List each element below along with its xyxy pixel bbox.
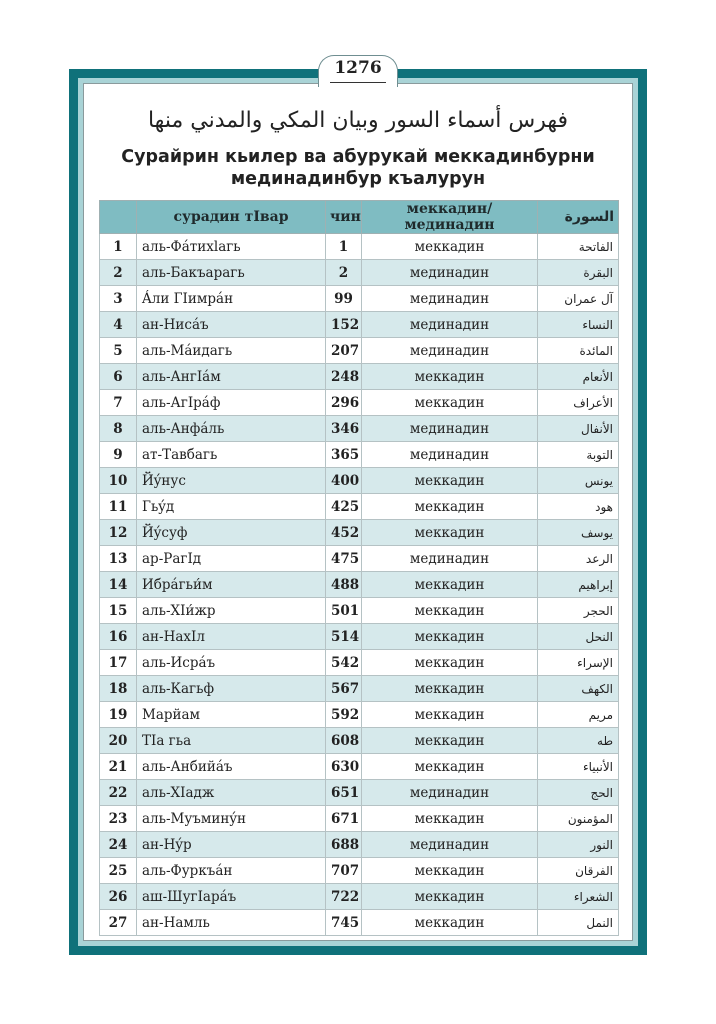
row-number: 15 xyxy=(100,598,137,624)
surah-arabic-name: الحج xyxy=(538,780,619,806)
table-row xyxy=(100,468,619,494)
page-number-cell: 671 xyxy=(326,806,362,832)
table-row xyxy=(100,832,619,858)
header-num xyxy=(100,201,137,234)
revelation-type: меккадин xyxy=(362,754,538,780)
revelation-type: мединадин xyxy=(362,780,538,806)
table-row xyxy=(100,702,619,728)
page-number-cell: 630 xyxy=(326,754,362,780)
surah-arabic-name: آل عمران xyxy=(538,286,619,312)
revelation-type: меккадин xyxy=(362,702,538,728)
revelation-type: меккадин xyxy=(362,494,538,520)
surah-name: аль-Муъминýн xyxy=(137,806,326,832)
table-row xyxy=(100,364,619,390)
table-row xyxy=(100,234,619,260)
surah-name: аль-Фуркъáн xyxy=(137,858,326,884)
row-number: 12 xyxy=(100,520,137,546)
table-row xyxy=(100,494,619,520)
header-page: чин xyxy=(326,201,362,234)
row-number: 18 xyxy=(100,676,137,702)
row-number: 7 xyxy=(100,390,137,416)
surah-arabic-name: الكهف xyxy=(538,676,619,702)
table-row xyxy=(100,338,619,364)
page-number-cell: 400 xyxy=(326,468,362,494)
surah-name: аль-Бакъарагь xyxy=(137,260,326,286)
surah-arabic-name: مريم xyxy=(538,702,619,728)
revelation-type: мединадин xyxy=(362,338,538,364)
surah-arabic-name: الرعد xyxy=(538,546,619,572)
surah-name: Áли ГIимрáн xyxy=(137,286,326,312)
revelation-type: меккадин xyxy=(362,364,538,390)
row-number: 16 xyxy=(100,624,137,650)
surah-name: аль-АнгIáм xyxy=(137,364,326,390)
row-number: 3 xyxy=(100,286,137,312)
table-row xyxy=(100,650,619,676)
surah-arabic-name: المائدة xyxy=(538,338,619,364)
row-number: 6 xyxy=(100,364,137,390)
surah-arabic-name: النور xyxy=(538,832,619,858)
revelation-type: мединадин xyxy=(362,260,538,286)
table-row xyxy=(100,598,619,624)
surah-name: Ибрáгьи́м xyxy=(137,572,326,598)
table-row xyxy=(100,442,619,468)
surah-name: аль-Мáидагь xyxy=(137,338,326,364)
table-row xyxy=(100,806,619,832)
row-number: 25 xyxy=(100,858,137,884)
surah-arabic-name: يونس xyxy=(538,468,619,494)
surah-name: аль-Анбийáъ xyxy=(137,754,326,780)
revelation-type: меккадин xyxy=(362,910,538,936)
surah-arabic-name: الإسراء xyxy=(538,650,619,676)
page-number-underline xyxy=(330,82,386,83)
surah-name: ан-Нýр xyxy=(137,832,326,858)
surah-name: ан-НахIл xyxy=(137,624,326,650)
surah-arabic-name: إبراهيم xyxy=(538,572,619,598)
page-number-cell: 207 xyxy=(326,338,362,364)
surah-name: аль-ХIадж xyxy=(137,780,326,806)
surah-name: аль-ХIи́жр xyxy=(137,598,326,624)
revelation-type: меккадин xyxy=(362,390,538,416)
surah-arabic-name: الأنعام xyxy=(538,364,619,390)
surah-arabic-name: النساء xyxy=(538,312,619,338)
page-number-cell: 99 xyxy=(326,286,362,312)
table-row xyxy=(100,260,619,286)
page-number-cell: 567 xyxy=(326,676,362,702)
table-row xyxy=(100,312,619,338)
revelation-type: меккадин xyxy=(362,520,538,546)
surah-arabic-name: يوسف xyxy=(538,520,619,546)
table-row xyxy=(100,520,619,546)
header-name: сурадин тIвар xyxy=(137,201,326,234)
row-number: 10 xyxy=(100,468,137,494)
revelation-type: мединадин xyxy=(362,832,538,858)
row-number: 22 xyxy=(100,780,137,806)
table-body xyxy=(100,234,619,936)
surah-arabic-name: النحل xyxy=(538,624,619,650)
revelation-type: мединадин xyxy=(362,546,538,572)
surah-name: аль-Анфáль xyxy=(137,416,326,442)
revelation-type: меккадин xyxy=(362,884,538,910)
header-type: меккадин/мединадин xyxy=(362,201,538,234)
page-number-cell: 248 xyxy=(326,364,362,390)
row-number: 5 xyxy=(100,338,137,364)
page-number-cell: 452 xyxy=(326,520,362,546)
surah-arabic-name: هود xyxy=(538,494,619,520)
surah-arabic-name: الحجر xyxy=(538,598,619,624)
row-number: 2 xyxy=(100,260,137,286)
page-number-cell: 475 xyxy=(326,546,362,572)
revelation-type: меккадин xyxy=(362,234,538,260)
surah-name: аль-Исрáъ xyxy=(137,650,326,676)
page-number-cell: 488 xyxy=(326,572,362,598)
revelation-type: меккадин xyxy=(362,676,538,702)
page-number-cell: 514 xyxy=(326,624,362,650)
table-row xyxy=(100,676,619,702)
revelation-type: мединадин xyxy=(362,286,538,312)
revelation-type: мединадин xyxy=(362,442,538,468)
revelation-type: меккадин xyxy=(362,728,538,754)
page-number-cell: 707 xyxy=(326,858,362,884)
surah-name: аль-Кагьф xyxy=(137,676,326,702)
table-header-row xyxy=(100,201,619,234)
table-row xyxy=(100,390,619,416)
revelation-type: меккадин xyxy=(362,806,538,832)
table-row xyxy=(100,286,619,312)
page-number-cell: 651 xyxy=(326,780,362,806)
page-number: 1276 xyxy=(334,58,382,78)
row-number: 9 xyxy=(100,442,137,468)
surah-arabic-name: الأنبياء xyxy=(538,754,619,780)
surah-arabic-name: التوبة xyxy=(538,442,619,468)
row-number: 24 xyxy=(100,832,137,858)
arabic-title: فهرس أسماء السور وبيان المكي والمدني منها xyxy=(147,108,569,133)
surah-index-table xyxy=(99,200,619,936)
page-number-cell: 592 xyxy=(326,702,362,728)
page-number-cell: 346 xyxy=(326,416,362,442)
surah-name: Марйам xyxy=(137,702,326,728)
row-number: 4 xyxy=(100,312,137,338)
table-row xyxy=(100,780,619,806)
surah-name: аль-АгIрáф xyxy=(137,390,326,416)
page-number-cell: 425 xyxy=(326,494,362,520)
page-number-cell: 365 xyxy=(326,442,362,468)
surah-arabic-name: الشعراء xyxy=(538,884,619,910)
row-number: 20 xyxy=(100,728,137,754)
page-number-cell: 2 xyxy=(326,260,362,286)
title-line-2: мединадинбур къалурун xyxy=(230,169,486,189)
row-number: 13 xyxy=(100,546,137,572)
page-number-cell: 722 xyxy=(326,884,362,910)
table-row xyxy=(100,728,619,754)
surah-name: ат-Тавбагь xyxy=(137,442,326,468)
surah-name: ан-Нисáъ xyxy=(137,312,326,338)
revelation-type: меккадин xyxy=(362,468,538,494)
row-number: 11 xyxy=(100,494,137,520)
surah-arabic-name: المؤمنون xyxy=(538,806,619,832)
row-number: 19 xyxy=(100,702,137,728)
page-number-cell: 688 xyxy=(326,832,362,858)
surah-name: Йýсуф xyxy=(137,520,326,546)
surah-arabic-name: طه xyxy=(538,728,619,754)
revelation-type: мединадин xyxy=(362,312,538,338)
revelation-type: меккадин xyxy=(362,650,538,676)
page-number-cell: 608 xyxy=(326,728,362,754)
row-number: 21 xyxy=(100,754,137,780)
page-number-cell: 296 xyxy=(326,390,362,416)
title-line-1: Сурайрин кьилер ва абурукай меккадинбурни xyxy=(121,147,595,167)
row-number: 17 xyxy=(100,650,137,676)
surah-name: ТIа гьа xyxy=(137,728,326,754)
table-row xyxy=(100,624,619,650)
page-number-cell: 542 xyxy=(326,650,362,676)
page-number-cell: 152 xyxy=(326,312,362,338)
table-row xyxy=(100,416,619,442)
row-number: 27 xyxy=(100,910,137,936)
row-number: 14 xyxy=(100,572,137,598)
surah-arabic-name: البقرة xyxy=(538,260,619,286)
surah-arabic-name: الأعراف xyxy=(538,390,619,416)
table-row xyxy=(100,572,619,598)
page-number-cell: 501 xyxy=(326,598,362,624)
page-number-cell: 1 xyxy=(326,234,362,260)
row-number: 26 xyxy=(100,884,137,910)
revelation-type: меккадин xyxy=(362,624,538,650)
table-row xyxy=(100,910,619,936)
surah-name: аш-ШугIарáъ xyxy=(137,884,326,910)
table-row xyxy=(100,858,619,884)
row-number: 8 xyxy=(100,416,137,442)
surah-name: ан-Намль xyxy=(137,910,326,936)
table-row xyxy=(100,754,619,780)
surah-arabic-name: النمل xyxy=(538,910,619,936)
surah-name: аль-Фáтихlагь xyxy=(137,234,326,260)
header-arabic: السورة xyxy=(538,201,619,234)
page-number-cell: 745 xyxy=(326,910,362,936)
table-row xyxy=(100,546,619,572)
revelation-type: мединадин xyxy=(362,416,538,442)
revelation-type: меккадин xyxy=(362,572,538,598)
row-number: 23 xyxy=(100,806,137,832)
surah-arabic-name: الفاتحة xyxy=(538,234,619,260)
table-row xyxy=(100,884,619,910)
row-number: 1 xyxy=(100,234,137,260)
page-title xyxy=(100,146,616,190)
revelation-type: меккадин xyxy=(362,598,538,624)
surah-name: Гьýд xyxy=(137,494,326,520)
surah-name: Йýнус xyxy=(137,468,326,494)
revelation-type: меккадин xyxy=(362,858,538,884)
surah-name: ар-РагIд xyxy=(137,546,326,572)
surah-arabic-name: الفرقان xyxy=(538,858,619,884)
surah-arabic-name: الأنفال xyxy=(538,416,619,442)
